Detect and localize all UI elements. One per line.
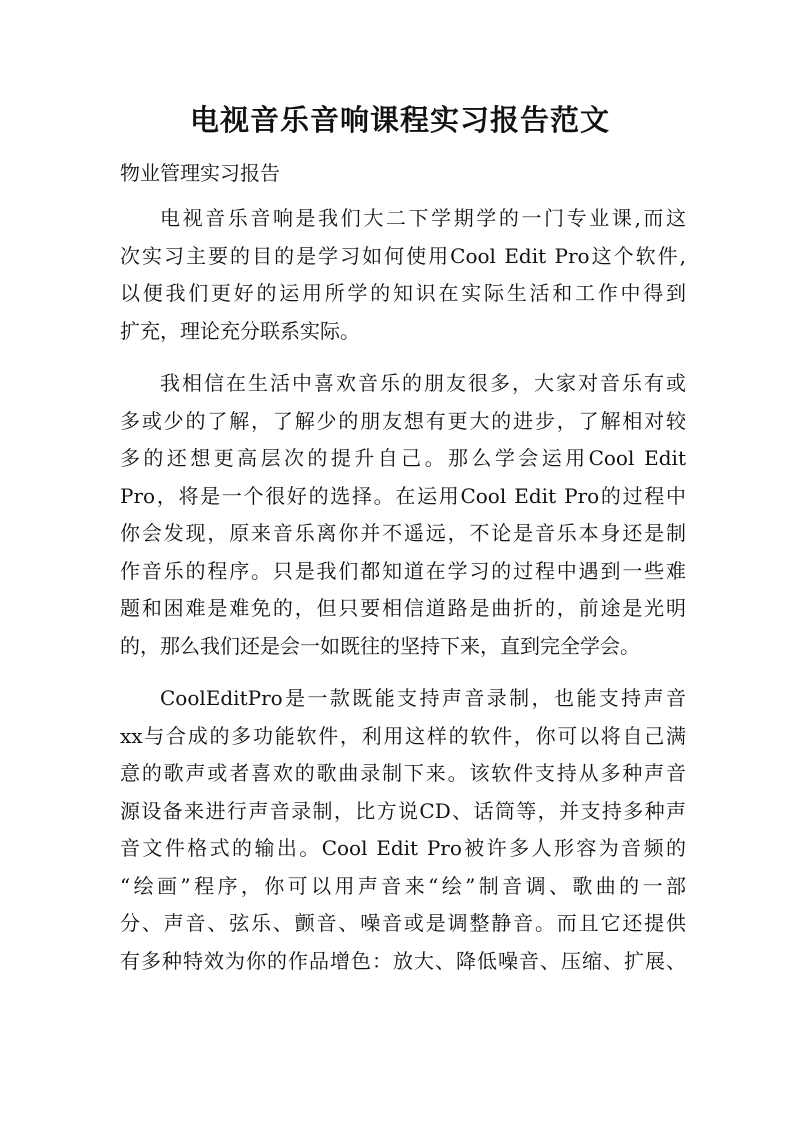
- paragraph-line: 电视音乐音响是我们大二下学期学的一门专业课,而这: [160, 206, 686, 230]
- paragraph-3: [120, 680, 686, 980]
- paragraph-line: 你会发现，原来音乐离你并不遥远，不论是音乐本身还是制: [120, 521, 686, 545]
- paragraph-2: [120, 365, 686, 665]
- paragraph-line: 多或少的了解，了解少的朋友想有更大的进步，了解相对较: [120, 408, 686, 433]
- document-body: [120, 200, 686, 995]
- paragraph-line: 作音乐的程序。只是我们都知道在学习的过程中遇到一些难: [120, 558, 686, 583]
- paragraph-line: Pro，将是一个很好的选择。在运用Cool Edit Pro的过程中: [120, 483, 686, 508]
- paragraph-line: 音文件格式的输出。Cool Edit Pro被许多人形容为音频的: [120, 836, 686, 860]
- paragraph-line: 扩充，理论充分联系实际。: [120, 318, 360, 343]
- paragraph-line: 有多种特效为你的作品增色：放大、降低噪音、压缩、扩展、: [120, 948, 686, 973]
- paragraph-line: xx与合成的多功能软件，利用这样的软件，你可以将自己满: [120, 723, 686, 748]
- paragraph-line: 的，那么我们还是会一如既往的坚持下来，直到完全学会。: [120, 633, 640, 658]
- paragraph-1: [120, 200, 686, 350]
- paragraph-line: CoolEditPro是一款既能支持声音录制，也能支持声音: [160, 686, 686, 710]
- paragraph-line: 意的歌声或者喜欢的歌曲录制下来。该软件支持从多种声音: [120, 761, 686, 785]
- paragraph-line: 题和困难是难免的，但只要相信道路是曲折的，前途是光明: [120, 596, 686, 620]
- document-subtitle: 物业管理实习报告: [120, 161, 280, 185]
- document-title: 电视音乐音响课程实习报告范文: [189, 103, 610, 137]
- paragraph-line: “绘画”程序，你可以用声音来“绘”制音调、歌曲的一部: [120, 873, 686, 898]
- paragraph-line: 次实习主要的目的是学习如何使用Cool Edit Pro这个软件,: [120, 243, 686, 268]
- paragraph-line: 分、声音、弦乐、颤音、噪音或是调整静音。而且它还提供: [120, 911, 686, 935]
- paragraph-line: 以便我们更好的运用所学的知识在实际生活和工作中得到: [120, 281, 686, 305]
- paragraph-line: 我相信在生活中喜欢音乐的朋友很多，大家对音乐有或: [160, 371, 686, 395]
- paragraph-line: 源设备来进行声音录制，比方说CD、话筒等，并支持多种声: [120, 798, 686, 823]
- paragraph-line: 多的还想更高层次的提升自己。那么学会运用Cool Edit: [120, 446, 686, 470]
